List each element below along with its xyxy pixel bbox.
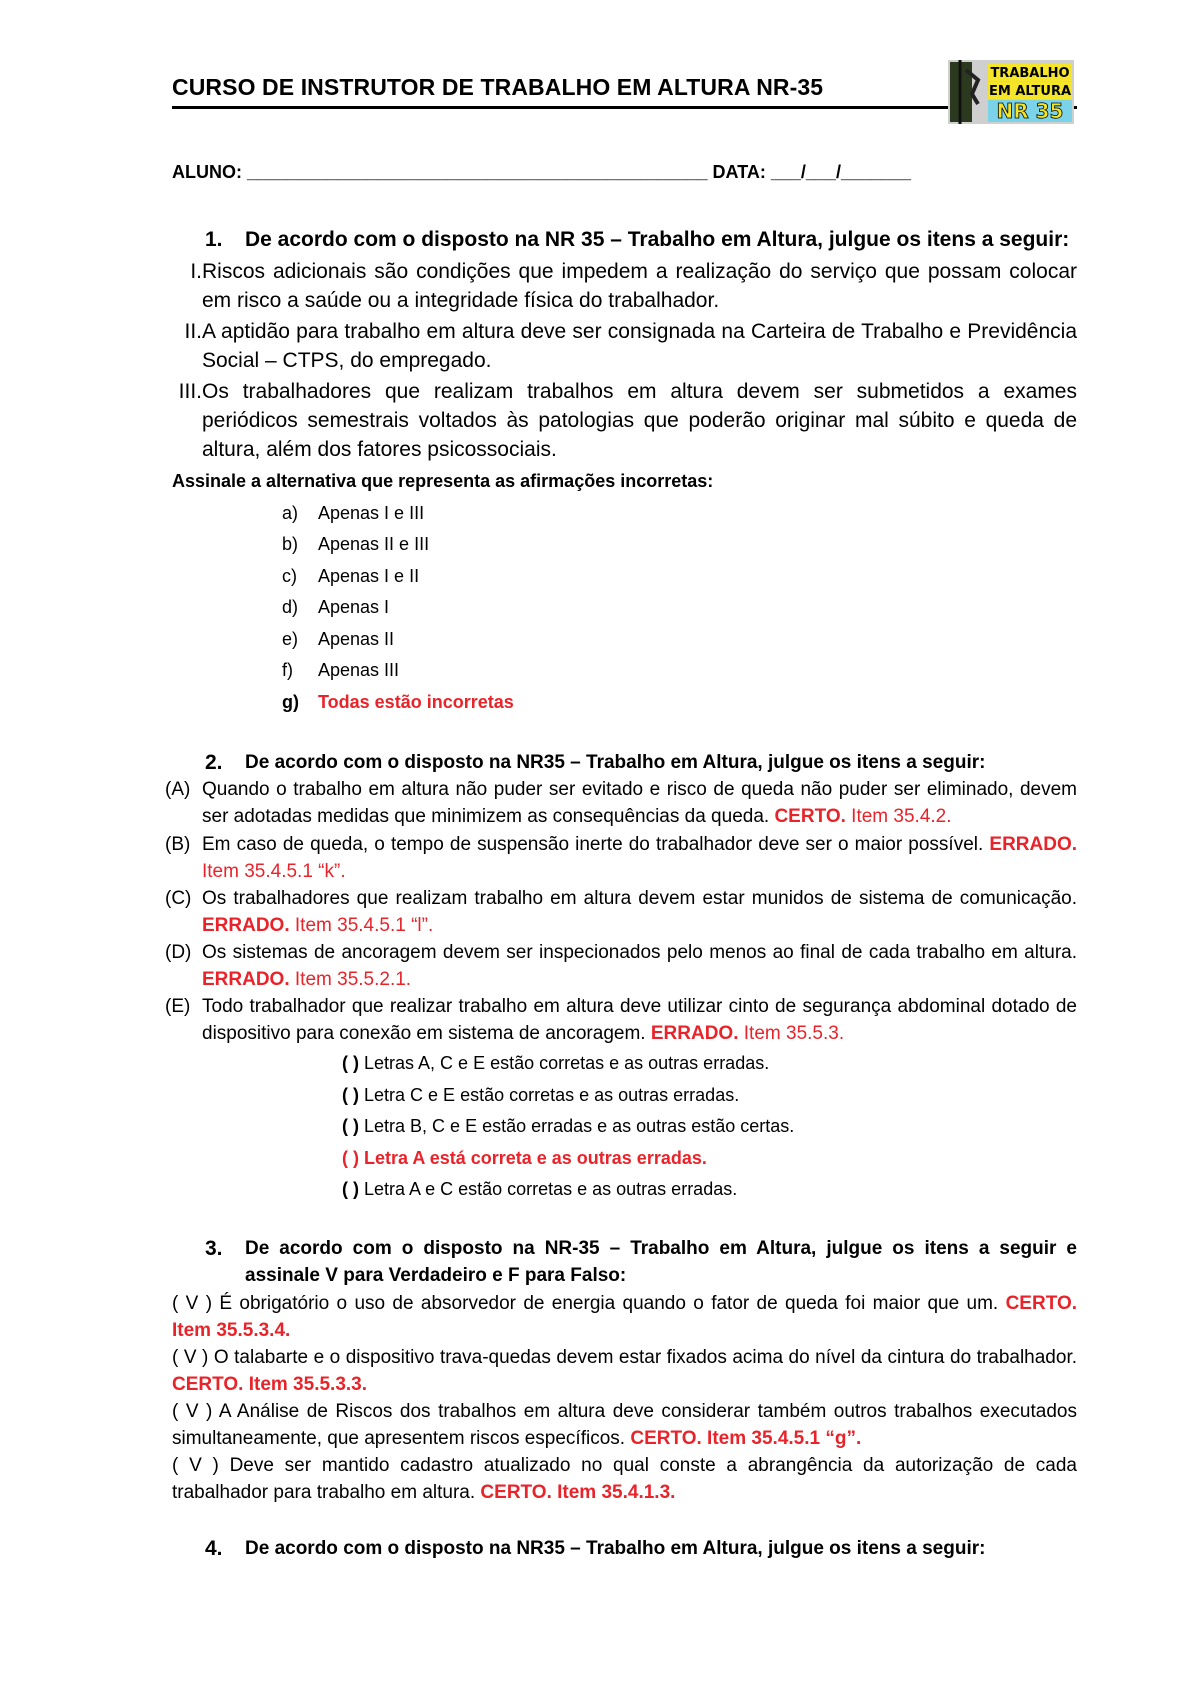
q2-item-e-status: ERRADO. <box>650 1023 739 1044</box>
q2-option-2[interactable] <box>342 1082 739 1109</box>
option-text: Letra A e C estão corretas e as outras erradas. <box>364 1179 738 1199</box>
data-label: DATA: <box>712 162 766 182</box>
option-letter: g) <box>282 692 299 712</box>
q2-item-a-ref: Item 35.4.2. <box>851 806 952 827</box>
student-info-line <box>172 162 911 183</box>
option-letter: a) <box>282 503 299 523</box>
option-checkbox[interactable]: ( ) <box>342 1148 359 1168</box>
q2-option-3[interactable] <box>342 1113 794 1140</box>
q3-item-2: ( V ) O talabarte e o dispositivo trava-quedas devem estar fixados acima do nível da cintura do trabalhador. CERTO. Item 35.5.3.3. <box>172 1347 1077 1395</box>
q1-prompt: Assinale a alternativa que representa as afirmações incorretas: <box>172 471 714 491</box>
q4-number: 4. <box>205 1537 223 1560</box>
q2-item-c-ref: Item 35.4.5.1 “l”. <box>294 915 434 936</box>
q2-item-a: Quando o trabalho em altura não puder ser evitado e risco de queda não puder ser eliminado, devem ser adotadas medidas que minimizem as consequências da queda. CERTO. Item 35.4.2. <box>202 779 1077 827</box>
q1-option-d[interactable] <box>282 594 390 621</box>
option-letter: f) <box>282 660 293 680</box>
q3-item-3: ( V ) A Análise de Riscos dos trabalhos em altura deve considerar também outros trabalhos executados simultaneamente, que apresentem riscos específicos. CERTO. Item 35.4.5.1 “g”. <box>172 1401 1077 1449</box>
option-text: Todas estão incorretas <box>318 692 514 712</box>
logo-line-2: EM ALTURA <box>988 84 1072 99</box>
q3-item-3-mark[interactable]: ( V ) <box>172 1401 213 1422</box>
q2-item-e-ref: Item 35.5.3. <box>743 1023 845 1044</box>
option-text: Apenas I e III <box>318 503 425 523</box>
q2-option-5[interactable] <box>342 1176 737 1203</box>
q2-item-d-ref: Item 35.5.2.1. <box>294 969 412 990</box>
q2-item-c-status: ERRADO. <box>202 915 290 936</box>
q2-item-e-label: (E) <box>165 996 191 1017</box>
q2-item-c-label: (C) <box>165 888 192 909</box>
option-text: Apenas II <box>318 629 395 649</box>
q2-item-e: Todo trabalhador que realizar trabalho em altura deve utilizar cinto de segurança abdominal dotado de dispositivo para conexão em sistema de ancoragem. ERRADO. Item 35.5.3. <box>202 996 1077 1044</box>
option-text: Apenas III <box>318 660 400 680</box>
q1-item-3-label: III. <box>178 380 202 403</box>
header-divider <box>172 106 1077 109</box>
option-letter: e) <box>282 629 299 649</box>
data-field[interactable]: ___/___/_______ <box>770 162 912 182</box>
option-text: Apenas II e III <box>318 534 430 554</box>
q1-item-2-text: A aptidão para trabalho em altura deve ser consignada na Carteira de Trabalho e Previdência Social – CTPS, do empregado. <box>202 320 1077 372</box>
q2-item-a-status: CERTO. <box>774 806 846 827</box>
option-checkbox[interactable]: ( ) <box>342 1085 359 1105</box>
aluno-field[interactable]: ______________________________________________ <box>247 162 708 182</box>
q2-item-a-label: (A) <box>165 779 191 800</box>
q3-item-2-mark[interactable]: ( V ) <box>172 1347 209 1368</box>
q1-option-e[interactable] <box>282 626 395 653</box>
q2-item-c: Os trabalhadores que realizam trabalho em altura devem estar munidos de sistema de comunicação. ERRADO. Item 35.4.5.1 “l”. <box>202 888 1077 936</box>
q1-item-3-text: Os trabalhadores que realizam trabalhos em altura devem ser submetidos a exames periódicos semestrais voltados às patologias que poderão originar mal súbito e queda de altura, além dos fatores psicossociais. <box>202 380 1077 461</box>
q4-statement: De acordo com o disposto na NR35 – Trabalho em Altura, julgue os itens a seguir: <box>245 1538 986 1559</box>
logo-line-1: TRABALHO <box>990 66 1070 81</box>
q1-number: 1. <box>205 228 223 251</box>
q2-number: 2. <box>205 751 223 774</box>
q1-option-b[interactable] <box>282 531 430 558</box>
q1-item-2-label: II. <box>184 320 202 343</box>
option-letter: c) <box>282 566 297 586</box>
logo-image <box>948 60 1074 124</box>
q1-item-1-label: I. <box>190 260 202 283</box>
q3-item-1: ( V ) É obrigatório o uso de absorvedor de energia quando o fator de queda foi maior que um. CERTO. Item 35.5.3.4. <box>172 1293 1078 1341</box>
q3-number: 3. <box>205 1237 223 1260</box>
q2-item-d: Os sistemas de ancoragem devem ser inspecionados pelo menos ao final de cada trabalho em altura. ERRADO. Item 35.5.2.1. <box>202 942 1077 990</box>
q2-item-b-ref: Item 35.4.5.1 “k”. <box>202 861 346 882</box>
option-letter: d) <box>282 597 299 617</box>
option-text: Letra C e E estão corretas e as outras erradas. <box>364 1085 740 1105</box>
q3-item-1-mark[interactable]: ( V ) <box>172 1293 213 1314</box>
course-logo <box>948 60 1074 124</box>
q2-statement: De acordo com o disposto na NR35 – Trabalho em Altura, julgue os itens a seguir: <box>245 752 986 773</box>
q2-item-d-label: (D) <box>165 942 192 963</box>
option-checkbox[interactable]: ( ) <box>342 1053 359 1073</box>
q2-item-b-status: ERRADO. <box>989 834 1078 855</box>
q2-item-b-label: (B) <box>165 834 191 855</box>
option-text: Letra A está correta e as outras erradas. <box>364 1148 707 1168</box>
option-letter: b) <box>282 534 299 554</box>
q3-statement: De acordo com o disposto na NR-35 – Trabalho em Altura, julgue os itens a seguir e assinale V para Verdadeiro e F para Falso: <box>245 1238 1077 1286</box>
q3-item-2-answer: CERTO. Item 35.5.3.3. <box>172 1374 368 1395</box>
q2-option-1[interactable] <box>342 1050 769 1077</box>
q2-item-d-status: ERRADO. <box>202 969 290 990</box>
option-checkbox[interactable]: ( ) <box>342 1179 359 1199</box>
option-text: Letras A, C e E estão corretas e as outras erradas. <box>364 1053 770 1073</box>
q1-option-f[interactable] <box>282 657 400 684</box>
q3-item-4-mark[interactable]: ( V ) <box>172 1455 219 1476</box>
option-checkbox[interactable]: ( ) <box>342 1116 359 1136</box>
q1-item-1-text: Riscos adicionais são condições que impedem a realização do serviço que possam colocar em risco a saúde ou a integridade física do trabalhador. <box>202 260 1077 312</box>
option-text: Letra B, C e E estão erradas e as outras estão certas. <box>364 1116 795 1136</box>
aluno-label: ALUNO: <box>172 162 242 182</box>
q3-item-3-answer: CERTO. Item 35.4.5.1 “g”. <box>630 1428 862 1449</box>
q1-option-a[interactable] <box>282 500 425 527</box>
q2-option-4-correct[interactable] <box>342 1145 707 1172</box>
q2-item-b: Em caso de queda, o tempo de suspensão inerte do trabalhador deve ser o maior possível. ERRADO. Item 35.4.5.1 “k”. <box>202 834 1078 882</box>
q1-option-c[interactable] <box>282 563 420 590</box>
course-title: CURSO DE INSTRUTOR DE TRABALHO EM ALTURA NR-35 <box>172 74 824 100</box>
option-text: Apenas I <box>318 597 390 617</box>
q3-item-1-answer: CERTO. Item 35.5.3.4. <box>172 1293 1078 1341</box>
q3-item-4-answer: CERTO. Item 35.4.1.3. <box>480 1482 676 1503</box>
q1-option-g-correct[interactable] <box>282 689 514 716</box>
logo-line-3: NR 35 <box>996 99 1064 123</box>
q1-statement: De acordo com o disposto na NR 35 – Trabalho em Altura, julgue os itens a seguir: <box>245 228 1070 251</box>
option-text: Apenas I e II <box>318 566 420 586</box>
q3-item-4: ( V ) Deve ser mantido cadastro atualizado no qual conste a abrangência da autorização de cada trabalhador para trabalho em altura. CERTO. Item 35.4.1.3. <box>172 1455 1077 1503</box>
